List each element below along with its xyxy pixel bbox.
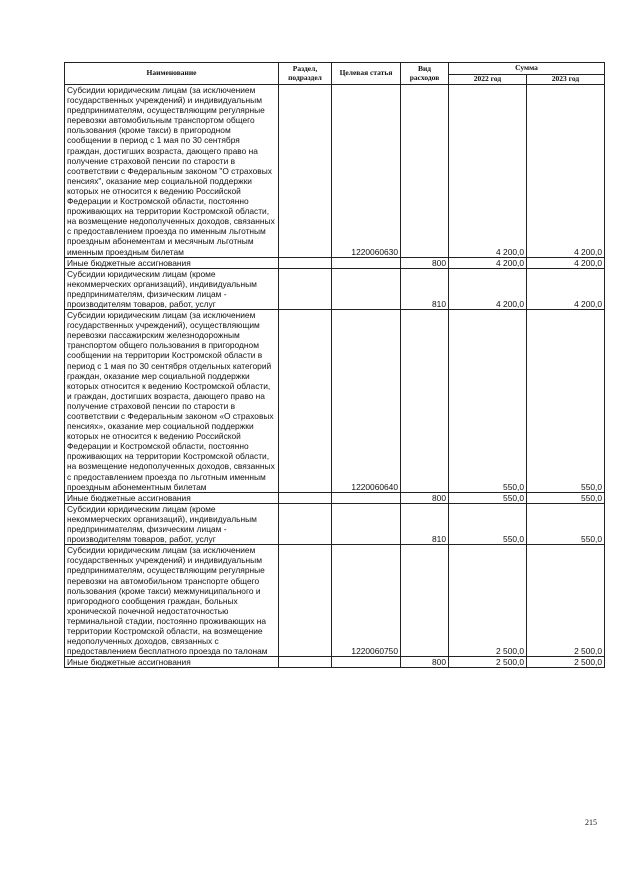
row-section: [279, 492, 332, 503]
budget-table-container: [64, 62, 604, 668]
row-target-code: [332, 492, 401, 503]
row-name: Иные бюджетные ассигнования: [65, 657, 279, 668]
table-row: [65, 310, 605, 493]
row-amount-2022: 4 200,0: [449, 85, 527, 258]
row-expense-type: [401, 310, 449, 493]
row-section: [279, 310, 332, 493]
col-header-2023: 2023 год: [527, 75, 605, 85]
row-expense-type: 800: [401, 657, 449, 668]
table-row: [65, 257, 605, 268]
row-amount-2022: 4 200,0: [449, 268, 527, 309]
row-expense-type: [401, 85, 449, 258]
row-section: [279, 268, 332, 309]
row-name: Субсидии юридическим лицам (за исключением государственных учреждений) и индивидуальным предпринимателям, осуществляющим регулярные перевозки на автомобильном транспорте общего пользования (кроме такси) межмуниципального и пригородного сообщения граждан, больных хронической почечной недостаточностью терминальной стадии, постоянно проживающих на территории Костромской области, на возмещение недополученных доходов, связанных с предоставлением бесплатного проезда по талонам: [65, 545, 279, 657]
row-amount-2022: 2 500,0: [449, 545, 527, 657]
row-name: Субсидии юридическим лицам (кроме некоммерческих организаций), индивидуальным предпринимателям, физическим лицам - производителям товаров, работ, услуг: [65, 268, 279, 309]
row-section: [279, 85, 332, 258]
row-amount-2023: 2 500,0: [527, 545, 605, 657]
row-amount-2022: 550,0: [449, 310, 527, 493]
row-expense-type: 810: [401, 268, 449, 309]
row-expense-type: 800: [401, 257, 449, 268]
row-section: [279, 657, 332, 668]
row-target-code: [332, 657, 401, 668]
row-amount-2023: 2 500,0: [527, 657, 605, 668]
table-row: [65, 268, 605, 309]
page-number: 215: [585, 818, 597, 827]
row-target-code: 1220060640: [332, 310, 401, 493]
row-section: [279, 503, 332, 544]
row-section: [279, 257, 332, 268]
col-header-2022: 2022 год: [449, 75, 527, 85]
table-row: [65, 657, 605, 668]
row-amount-2023: 550,0: [527, 503, 605, 544]
budget-table: [64, 62, 605, 668]
row-section: [279, 545, 332, 657]
row-target-code: [332, 503, 401, 544]
table-row: [65, 85, 605, 258]
row-amount-2023: 4 200,0: [527, 257, 605, 268]
row-amount-2023: 4 200,0: [527, 85, 605, 258]
table-row: [65, 545, 605, 657]
row-expense-type: 800: [401, 492, 449, 503]
row-name: Иные бюджетные ассигнования: [65, 257, 279, 268]
table-row: [65, 492, 605, 503]
table-row: [65, 503, 605, 544]
row-amount-2023: 550,0: [527, 492, 605, 503]
col-header-type: Вид расходов: [401, 63, 449, 85]
row-name: Иные бюджетные ассигнования: [65, 492, 279, 503]
col-header-sum: Сумма: [449, 63, 605, 75]
row-amount-2023: 550,0: [527, 310, 605, 493]
row-amount-2022: 550,0: [449, 503, 527, 544]
row-name: Субсидии юридическим лицам (за исключением государственных учреждений), осуществляющим перевозки пассажирским железнодорожным транспортом общего пользования в пригородном сообщении на территории Костромской области в период с 1 мая по 30 сентября отдельных категорий граждан, оказание мер социальной поддержки которых относится к ведению Костромской области, и граждан, достигших возраста, дающего право на получение страховой пенсии по старости в соответствии с Федеральным законом «О страховых пенсиях», оказание мер социальной поддержки которых не относится к ведению Российской Федерации и Костромской области, постоянно проживающих на территории Костромской области, на возмещение недополученных доходов, связанных с предоставлением проезда по льготным именным проездным абонементным билетам: [65, 310, 279, 493]
col-header-target: Целевая статья: [332, 63, 401, 85]
row-expense-type: 810: [401, 503, 449, 544]
row-amount-2022: 4 200,0: [449, 257, 527, 268]
row-amount-2023: 4 200,0: [527, 268, 605, 309]
row-target-code: 1220060630: [332, 85, 401, 258]
row-amount-2022: 2 500,0: [449, 657, 527, 668]
col-header-section: Раздел, подраздел: [279, 63, 332, 85]
row-name: Субсидии юридическим лицам (кроме некоммерческих организаций), индивидуальным предпринимателям, физическим лицам - производителям товаров, работ, услуг: [65, 503, 279, 544]
row-amount-2022: 550,0: [449, 492, 527, 503]
row-target-code: [332, 257, 401, 268]
row-name: Субсидии юридическим лицам (за исключением государственных учреждений) и индивидуальным предпринимателям, осуществляющим регулярные перевозки автомобильным транспортом общего пользования (кроме такси) в пригородном сообщении в период с 1 мая по 30 сентября граждан, достигших возраста, дающего право на получение страховой пенсии по старости в соответствии с Федеральным законом "О страховых пенсиях", оказание мер социальной поддержки которых не относится к ведению Российской Федерации и Костромской области, постоянно проживающих на территории Костромской области, на возмещение недополученных доходов, связанных с предоставлением проезда по именным льготным проездным абонементам и месячным льготным именным проездным билетам: [65, 85, 279, 258]
row-target-code: [332, 268, 401, 309]
col-header-name: Наименование: [65, 63, 279, 85]
row-expense-type: [401, 545, 449, 657]
row-target-code: 1220060750: [332, 545, 401, 657]
